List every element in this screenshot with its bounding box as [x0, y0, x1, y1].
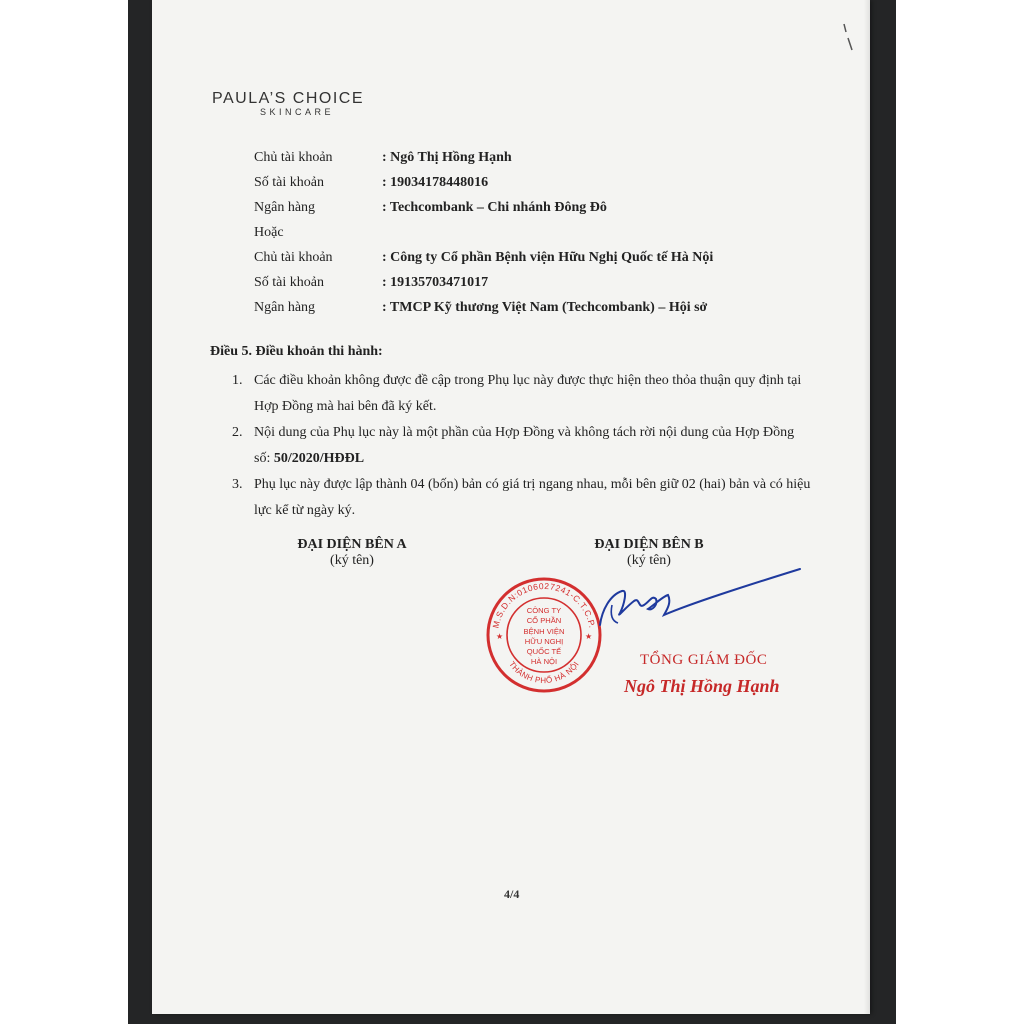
logo-brand: PAULA’S CHOICE — [212, 90, 364, 107]
clause-line — [254, 446, 832, 472]
page-number: 4/4 — [504, 887, 520, 901]
svg-text:HỮU NGHỊ: HỮU NGHỊ — [524, 637, 564, 646]
clause-number: 1. — [232, 373, 243, 388]
clause-line: Nội dung của Phụ lục này là một phần của Hợp Đồng và không tách rời nội dung của Hợp Đồng — [254, 425, 795, 440]
svg-text:THÀNH PHỐ HÀ NỘI: THÀNH PHỐ HÀ NỘI — [507, 659, 581, 686]
account-value: : 19135703471017 — [382, 275, 489, 290]
account-label: Ngân hàng — [254, 200, 316, 215]
svg-text:★: ★ — [496, 632, 504, 641]
account-value: : Công ty Cổ phần Bệnh viện Hữu Nghị Quốc tế Hà Nội — [382, 250, 714, 265]
clause-number: 2. — [232, 425, 243, 440]
svg-text:CỔ PHẦN: CỔ PHẦN — [526, 616, 562, 625]
svg-text:★: ★ — [585, 632, 593, 641]
paper-edge-marks — [840, 20, 860, 60]
director-name: Ngô Thị Hồng Hạnh — [624, 676, 780, 696]
contract-number: 50/2020/HĐĐL — [273, 451, 365, 466]
account-value: : Ngô Thị Hồng Hạnh — [382, 150, 512, 165]
rep-a-title: ĐẠI DIỆN BÊN A — [297, 537, 407, 552]
director-title: TỔNG GIÁM ĐỐC — [640, 652, 768, 668]
svg-text:M.S.D.N:0106027241-C.T.C.P.: M.S.D.N:0106027241-C.T.C.P. — [490, 580, 598, 630]
clause-line: Phụ lục này được lập thành 04 (bốn) bản có giá trị ngang nhau, mỗi bên giữ 02 (hai) bản và có hiệu — [254, 477, 811, 492]
company-logo — [212, 90, 364, 117]
handwritten-signature — [582, 565, 812, 645]
account-label: Ngân hàng — [254, 300, 316, 315]
article-clauses — [232, 368, 832, 524]
clause-line: Các điều khoản không được đề cập trong Phụ lục này được thực hiện theo thỏa thuận quy định tại — [254, 373, 802, 388]
page-edge-shadow — [864, 0, 870, 1014]
clause-item — [232, 420, 832, 472]
clause-number: 3. — [232, 477, 243, 492]
account-value: : Techcombank – Chi nhánh Đông Đô — [382, 200, 607, 215]
account-label: Số tài khoản — [254, 275, 324, 290]
rep-b-note: (ký tên) — [627, 553, 671, 568]
clause-line: lực kể từ ngày ký. — [254, 503, 356, 518]
account-value: : TMCP Kỹ thương Việt Nam (Techcombank) – Hội sở — [382, 300, 708, 315]
clause-item — [232, 368, 832, 420]
document-page — [152, 0, 870, 1014]
account-label: Hoặc — [254, 225, 284, 240]
rep-a-block — [292, 537, 412, 569]
svg-text:CÔNG TY: CÔNG TY — [526, 606, 562, 615]
account-label: Số tài khoản — [254, 175, 324, 190]
rep-a-note: (ký tên) — [330, 553, 374, 568]
svg-text:HÀ NỘI: HÀ NỘI — [530, 657, 558, 666]
logo-sub: SKINCARE — [260, 107, 335, 117]
account-value: : 19034178448016 — [382, 175, 489, 190]
clause-line: Hợp Đồng mà hai bên đã ký kết. — [254, 399, 437, 414]
account-label: Chủ tài khoản — [254, 250, 333, 265]
clause-line-prefix: số: — [254, 451, 274, 466]
rep-b-title: ĐẠI DIỆN BÊN B — [594, 537, 704, 552]
account-label: Chủ tài khoản — [254, 150, 333, 165]
svg-text:BỆNH VIỆN: BỆNH VIỆN — [523, 627, 565, 636]
clause-item — [232, 472, 832, 524]
svg-text:QUỐC TẾ: QUỐC TẾ — [526, 647, 562, 656]
article-heading: Điều 5. Điều khoản thi hành: — [210, 344, 383, 359]
